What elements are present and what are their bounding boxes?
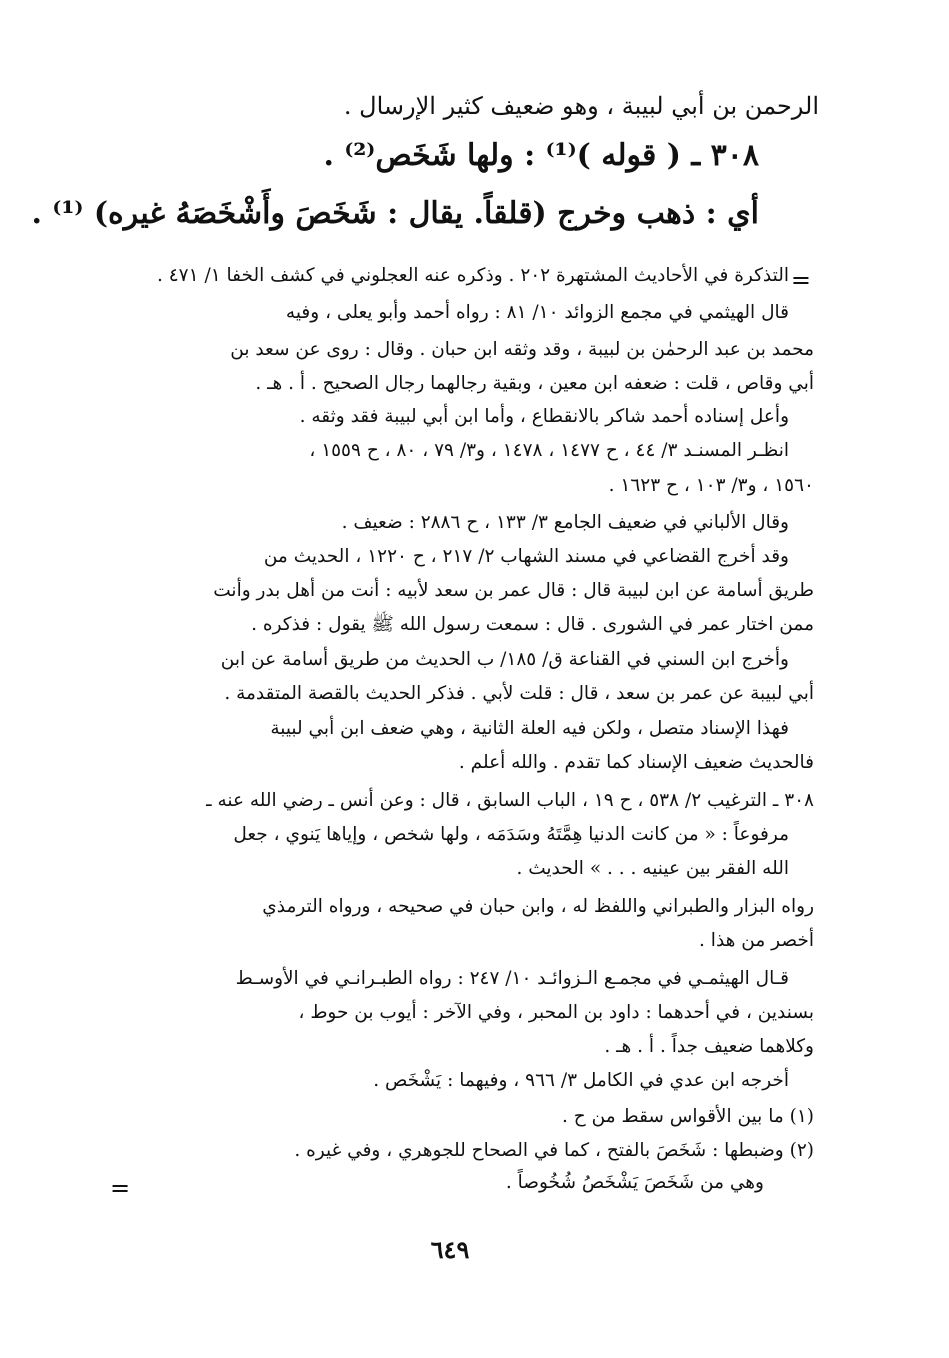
footnote-line: ممن اختار عمر في الشورى . قال : سمعت رسول الله ﷺ يقول : فذكره . — [251, 614, 814, 635]
footnote-line: ١٥٦٠ ، و٣/ ١٠٣ ، ح ١٦٢٣ . — [608, 475, 814, 496]
page-number: ٦٤٩ — [430, 1235, 470, 1264]
continuation-marker: = — [110, 1174, 131, 1202]
footnote-line: وكلاهما ضعيف جداً . أ . هـ . — [604, 1036, 814, 1057]
continuation-marker: = — [790, 266, 811, 294]
footnote-line: محمد بن عبد الرحمٰن بن لبيبة ، وقد وثقه ابن حبان . وقال : روى عن سعد بن — [230, 339, 814, 360]
footnote-line: بسندين ، في أحدهما : داود بن المحبر ، وفي الآخر : أيوب بن حوط ، — [298, 1002, 814, 1023]
footnote-line: فالحديث ضعيف الإسناد كما تقدم . والله أعلم . — [458, 752, 814, 773]
footnote-line: مرفوعاً : « من كانت الدنيا هِمَّتَهُ وسَدَمَه ، ولها شخص ، وإياها يَنوي ، جعل — [233, 824, 789, 845]
section-heading: ٣٠٨ ـ ( قوله )⁽¹⁾ : ولها شَخَص⁽²⁾ . — [323, 138, 759, 173]
footnote-line: رواه البزار والطبراني واللفظ له ، وابن حبان في صحيحه ، ورواه الترمذي — [262, 896, 814, 917]
footnote-line: التذكرة في الأحاديث المشتهرة ٢٠٢ . وذكره عنه العجلوني في كشف الخفا ١/ ٤٧١ . — [156, 265, 789, 286]
footnote-line: أخرجه ابن عدي في الكامل ٣/ ٩٦٦ ، وفيهما : يَشْخَص . — [373, 1070, 789, 1091]
footnote-line: ٣٠٨ ـ الترغيب ٢/ ٥٣٨ ، ح ١٩ ، الباب السابق ، قال : وعن أنس ـ رضي الله عنه ـ — [206, 790, 814, 811]
footnote-line: أبي لبيبة عن عمر بن سعد ، قال : قلت لأبي . فذكر الحديث بالقصة المتقدمة . — [224, 683, 814, 704]
footnote-line: وأخرج ابن السني في القناعة ق/ ١٨٥/ ب الحديث من طريق أسامة عن ابن — [220, 649, 789, 670]
footnote-line: قـال الهيثمـي في مجمـع الـزوائـد ١٠/ ٢٤٧ : رواه الطبـرانـي في الأوسـط — [235, 968, 789, 989]
footnote-line: وقد أخرج القضاعي في مسند الشهاب ٢/ ٢١٧ ، ح ١٢٢٠ ، الحديث من — [263, 546, 789, 567]
main-text-line: أي : ذهب وخرج (قلقاً. يقال : شَخَصَ وأَشْخَصَهُ غيره) ⁽¹⁾ . — [31, 196, 759, 231]
main-text-line: الرحمن بن أبي لبيبة ، وهو ضعيف كثير الإرسال . — [343, 92, 819, 120]
footnote-line: وقال الألباني في ضعيف الجامع ٣/ ١٣٣ ، ح ٢٨٨٦ : ضعيف . — [341, 512, 789, 533]
footnote-line: طريق أسامة عن ابن لبيبة قال : قال عمر بن سعد لأبيه : أنت من أهل بدر وأنت — [213, 580, 814, 601]
footnote-line: انظـر المسنـد ٣/ ٤٤ ، ح ١٤٧٧ ، ١٤٧٨ ، و٣/ ٧٩ ، ٨٠ ، ح ١٥٥٩ ، — [309, 440, 789, 461]
footnote-line: وأعل إسناده أحمد شاكر بالانقطاع ، وأما ابن أبي لبيبة فقد وثقه . — [299, 406, 789, 427]
footnote-line: (١) ما بين الأقواس سقط من ح . — [562, 1106, 814, 1127]
footnote-line: (٢) وضبطها : شَخَصَ بالفتح ، كما في الصحاح للجوهري ، وفي غيره . — [294, 1140, 814, 1161]
footnote-line: أخصر من هذا . — [699, 930, 814, 951]
footnote-line: أبي وقاص ، قلت : ضعفه ابن معين ، وبقية رجالهما رجال الصحيح . أ . هـ . — [255, 373, 814, 394]
footnote-line: الله الفقر بين عينيه . . . » الحديث . — [516, 858, 789, 879]
footnote-line: فهذا الإسناد متصل ، ولكن فيه العلة الثانية ، وهي ضعف ابن أبي لبيبة — [270, 718, 789, 739]
footnote-line: قال الهيثمي في مجمع الزوائد ١٠/ ٨١ : رواه أحمد وأبو يعلى ، وفيه — [285, 302, 789, 323]
footnote-line: وهي من شَخَصَ يَشْخَصُ شُخُوصاً . — [505, 1172, 764, 1193]
